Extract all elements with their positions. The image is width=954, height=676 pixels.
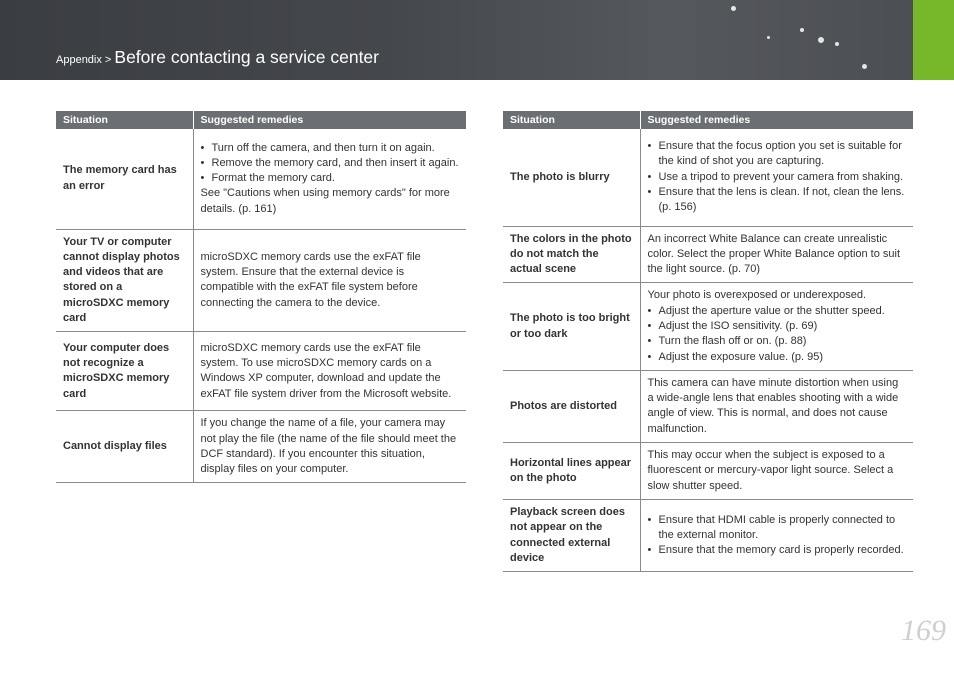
section-color-tab (913, 0, 954, 80)
remedy-cell: An incorrect White Balance can create unrealistic color. Select the proper White Balance option to suit the light source. (p. 70) (640, 226, 913, 283)
page-number: 169 (901, 614, 946, 647)
troubleshooting-table-left (56, 111, 466, 483)
breadcrumb (56, 47, 379, 68)
situation-cell: The photo is too bright or too dark (503, 283, 640, 370)
table-row (56, 229, 466, 332)
remedy-cell (193, 129, 466, 229)
remedy-list (648, 513, 907, 559)
breadcrumb-parent: Appendix > (56, 54, 115, 66)
remedy-cell (640, 499, 913, 571)
troubleshooting-table-right (503, 111, 913, 572)
situation-cell: Your TV or computer cannot display photos and videos that are stored on a microSDXC memory card (56, 229, 193, 332)
remedy-note: See "Cautions when using memory cards" for more details. (p. 161) (200, 187, 450, 215)
table-row (56, 411, 466, 483)
bokeh-light-decoration (731, 6, 736, 11)
remedy-item: • Ensure that the memory card is properly recorded. (648, 543, 907, 558)
remedy-list (648, 304, 907, 365)
page-title: Before contacting a service center (114, 47, 379, 67)
table-row (503, 129, 913, 226)
remedy-cell: microSDXC memory cards use the exFAT file system. Ensure that the external device is compatible with the exFAT file system before connecting the camera to the device. (193, 229, 466, 332)
table-row (56, 332, 466, 411)
remedy-item: • Remove the memory card, and then insert it again. (201, 156, 460, 171)
situation-cell: Horizontal lines appear on the photo (503, 443, 640, 500)
remedy-item: • Adjust the ISO sensitivity. (p. 69) (648, 319, 907, 334)
page-header (0, 0, 954, 80)
situation-cell: The memory card has an error (56, 129, 193, 229)
remedy-item: • Adjust the aperture value or the shutter speed. (648, 304, 907, 319)
bokeh-light-decoration (818, 37, 824, 43)
situation-cell: Cannot display files (56, 411, 193, 483)
situation-cell: Photos are distorted (503, 370, 640, 442)
remedy-item: • Use a tripod to prevent your camera from shaking. (648, 170, 907, 185)
remedy-cell: microSDXC memory cards use the exFAT file system. To use microSDXC memory cards on a Windows XP computer, download and update the exFAT file system driver from the Microsoft website. (193, 332, 466, 411)
table-row (503, 226, 913, 283)
bokeh-light-decoration (862, 64, 867, 69)
situation-cell: The photo is blurry (503, 129, 640, 226)
column-header-situation: Situation (503, 111, 640, 129)
column-header-remedies: Suggested remedies (193, 111, 466, 129)
column-header-situation: Situation (56, 111, 193, 129)
remedy-item: • Adjust the exposure value. (p. 95) (648, 350, 907, 365)
remedy-cell: This camera can have minute distortion when using a wide-angle lens that enables shooting with a wide angle of view. This is normal, and does not cause malfunction. (640, 370, 913, 442)
remedy-cell (640, 129, 913, 226)
situation-cell: Playback screen does not appear on the connected external device (503, 499, 640, 571)
table-row (56, 129, 466, 229)
table-row (503, 443, 913, 500)
column-header-remedies: Suggested remedies (640, 111, 913, 129)
table-row (503, 370, 913, 442)
situation-cell: Your computer does not recognize a microSDXC memory card (56, 332, 193, 411)
remedy-cell: This may occur when the subject is exposed to a fluorescent or mercury-vapor light source. Select a slow shutter speed. (640, 443, 913, 500)
remedy-intro: Your photo is overexposed or underexposed. (647, 289, 867, 302)
remedy-item: • Ensure that the focus option you set is suitable for the kind of shot you are capturing. (648, 139, 907, 170)
remedy-list (201, 141, 460, 187)
remedy-cell: If you change the name of a file, your camera may not play the file (the name of the file should meet the DCF standard). If you encounter this situation, display files on your computer. (193, 411, 466, 483)
table-row (503, 283, 913, 370)
remedy-item: • Ensure that HDMI cable is properly connected to the external monitor. (648, 513, 907, 544)
bokeh-light-decoration (800, 28, 804, 32)
remedy-cell (640, 283, 913, 370)
situation-cell: The colors in the photo do not match the actual scene (503, 226, 640, 283)
remedy-list (648, 139, 907, 215)
remedy-item: • Format the memory card. (201, 171, 460, 186)
bokeh-light-decoration (835, 42, 839, 46)
table-header-row (503, 111, 913, 129)
table-row (503, 499, 913, 571)
remedy-item: • Turn the flash off or on. (p. 88) (648, 334, 907, 349)
remedy-item: • Ensure that the lens is clean. If not, clean the lens. (p. 156) (648, 185, 907, 216)
bokeh-light-decoration (767, 36, 770, 39)
table-header-row (56, 111, 466, 129)
remedy-item: • Turn off the camera, and then turn it on again. (201, 141, 460, 156)
